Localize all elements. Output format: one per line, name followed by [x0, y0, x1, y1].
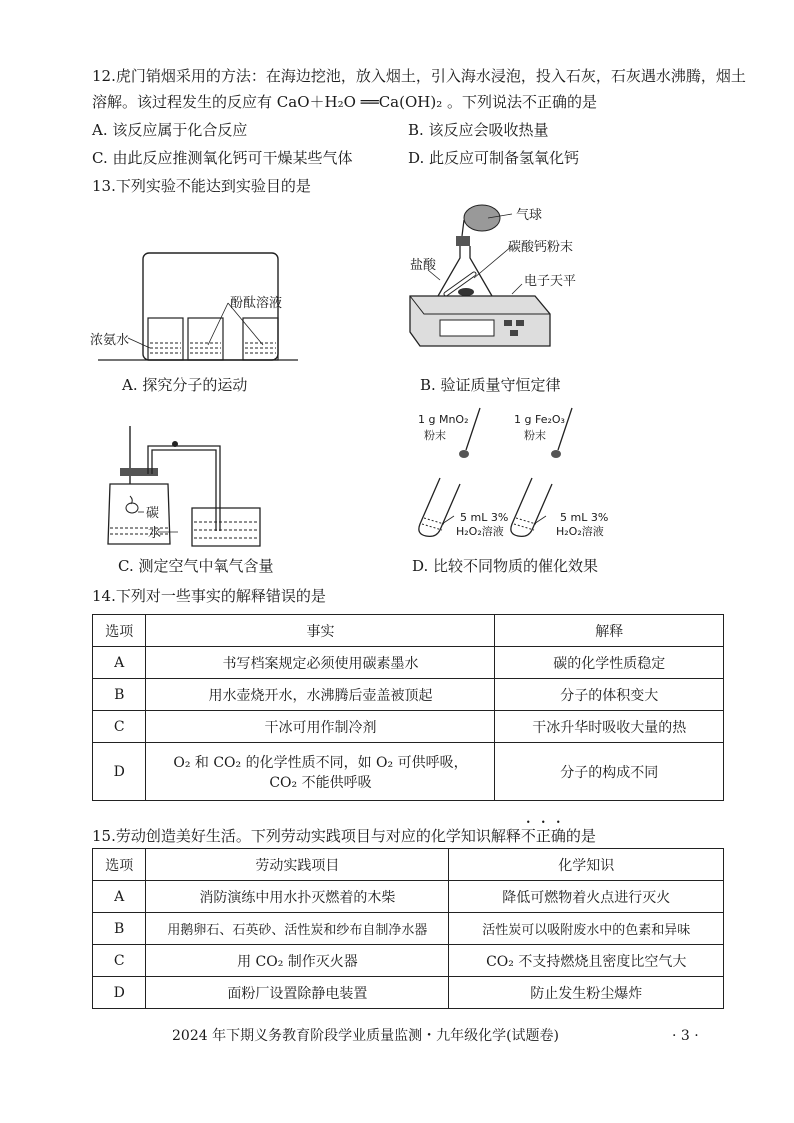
q15-row-c-option: C: [93, 945, 146, 977]
footer-title: 2024 年下期义务教育阶段学业质量监测・九年级化学(试题卷): [172, 1028, 560, 1044]
q15-row-a-item: 消防演练中用水扑灭燃着的木柴: [146, 881, 449, 913]
q14-row-d-fact-line2: CO₂ 不能供呼吸: [269, 774, 372, 791]
q15-stem: [92, 818, 596, 846]
q13c-label-carbon: 碳: [146, 506, 160, 521]
q12-option-b: B. 该反应会吸收热量: [408, 121, 549, 139]
q13b-label-powder: 碳酸钙粉末: [508, 240, 574, 255]
q14-row-c-option: C: [93, 711, 146, 743]
q13-stem: 13.下列实验不能达到实验目的是: [92, 177, 311, 195]
q13c-label-water: 水: [148, 526, 162, 541]
q13d-left-top-2: 粉末: [424, 429, 446, 442]
q15-row-a-knowledge: 降低可燃物着火点进行灭火: [449, 881, 724, 913]
q15-row-d-item: 面粉厂设置除静电装置: [146, 977, 449, 1009]
q15-table: [92, 848, 724, 1009]
table-row: [93, 913, 724, 945]
q12-option-a: A. 该反应属于化合反应: [92, 121, 248, 139]
table-row: [93, 743, 724, 801]
table-row: [93, 945, 724, 977]
q13a-label-left: 浓氨水: [90, 333, 130, 348]
table-row: [93, 711, 724, 743]
q15-row-d-knowledge: 防止发生粉尘爆炸: [449, 977, 724, 1009]
q15-header-knowledge: 化学知识: [449, 849, 724, 881]
q15-row-b-option: B: [93, 913, 146, 945]
q14-row-d-fact: [146, 743, 495, 801]
q13d-left-bot-1: 5 mL 3%: [460, 511, 509, 524]
q15-row-c-item: 用 CO₂ 制作灭火器: [146, 945, 449, 977]
q13b-caption: B. 验证质量守恒定律: [420, 376, 561, 394]
q15-stem-pre: 15.劳动创造美好生活。下列劳动实践项目与对应的化学知识解释: [92, 827, 521, 845]
q13a-label-right: 酚酞溶液: [230, 296, 283, 311]
q14-row-a-option: A: [93, 647, 146, 679]
q13b-label-acid: 盐酸: [410, 258, 437, 273]
q12-line2: 溶解。该过程发生的反应有 CaO＋H₂O ══Ca(OH)₂ 。下列说法不正确的是: [92, 93, 597, 111]
q14-row-d-explanation: 分子的构成不同: [495, 743, 724, 801]
q14-row-c-explanation: 干冰升华时吸收大量的热: [495, 711, 724, 743]
q14-header-fact: 事实: [146, 615, 495, 647]
q14-row-c-fact: 干冰可用作制冷剂: [146, 711, 495, 743]
q13c-figure: [100, 426, 275, 551]
q12-line1: 12.虎门销烟采用的方法：在海边挖池，放入烟土，引入海水浸泡，投入石灰，石灰遇水沸腾，烟土: [92, 67, 746, 85]
q15-row-b-knowledge: 活性炭可以吸附废水中的色素和异味: [449, 913, 724, 945]
q14-table: [92, 614, 724, 801]
q12-option-d: D. 此反应可制备氢氧化钙: [408, 149, 580, 167]
table-row: [93, 679, 724, 711]
q15-stem-emph: 不正确: [520, 827, 566, 845]
q15-header-item: 劳动实践项目: [146, 849, 449, 881]
q15-row-a-option: A: [93, 881, 146, 913]
q15-header-option: 选项: [93, 849, 146, 881]
q13b-label-balloon: 气球: [516, 208, 543, 223]
table-row: [93, 647, 724, 679]
q14-row-b-explanation: 分子的体积变大: [495, 679, 724, 711]
q14-row-a-fact: 书写档案规定必须使用碳素墨水: [146, 647, 495, 679]
q13d-caption: D. 比较不同物质的催化效果: [412, 557, 599, 575]
q12-option-c: C. 由此反应推测氧化钙可干燥某些气体: [92, 149, 353, 167]
q13c-caption: C. 测定空气中氧气含量: [118, 557, 274, 575]
q13a-caption: A. 探究分子的运动: [122, 376, 248, 394]
q13d-right-top-1: 1 g Fe₂O₃: [514, 413, 565, 426]
q15-row-d-option: D: [93, 977, 146, 1009]
q14-stem: 14.下列对一些事实的解释错误的是: [92, 587, 326, 605]
q15-row-b-item: 用鹅卵石、石英砂、活性炭和纱布自制净水器: [146, 913, 449, 945]
q13d-left-top-1: 1 g MnO₂: [418, 413, 469, 426]
q14-row-b-fact: 用水壶烧开水，水沸腾后壶盖被顶起: [146, 679, 495, 711]
q15-stem-post: 的是: [565, 827, 596, 845]
q13d-right-bot-1: 5 mL 3%: [560, 511, 609, 524]
table-row: [93, 977, 724, 1009]
q15-row-c-knowledge: CO₂ 不支持燃烧且密度比空气大: [449, 945, 724, 977]
q14-row-d-fact-line1: O₂ 和 CO₂ 的化学性质不同，如 O₂ 可供呼吸，: [173, 754, 468, 771]
q14-row-a-explanation: 碳的化学性质稳定: [495, 647, 724, 679]
q13d-right-top-2: 粉末: [524, 429, 546, 442]
q13d-right-bot-2: H₂O₂溶液: [556, 525, 604, 538]
q13b-label-scale: 电子天平: [524, 274, 577, 289]
q14-header-explanation: 解释: [495, 615, 724, 647]
table-row: [93, 881, 724, 913]
q13d-left-bot-2: H₂O₂溶液: [456, 525, 504, 538]
page-number: · 3 ·: [672, 1028, 699, 1044]
q14-header-option: 选项: [93, 615, 146, 647]
q14-row-d-option: D: [93, 743, 146, 801]
q14-row-b-option: B: [93, 679, 146, 711]
